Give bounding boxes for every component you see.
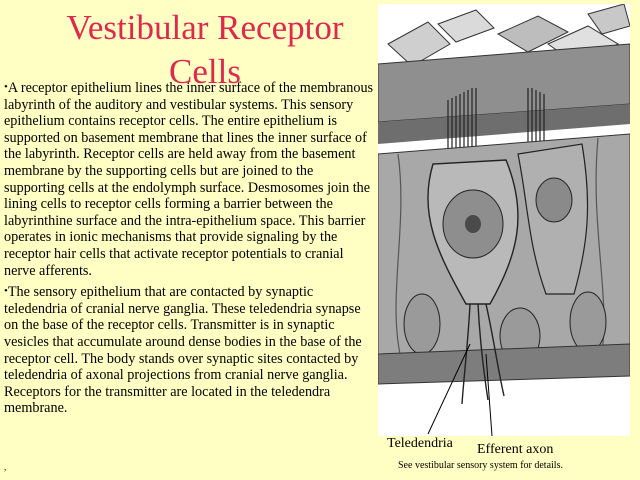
slide-title: Vestibular Receptor Cells: [66, 8, 344, 91]
trailing-mark: ,: [4, 462, 7, 472]
bullet-list: [4, 79, 376, 421]
label-teledendria: Teledendria: [387, 436, 453, 451]
figure-caption: See vestibular sensory system for details.: [398, 460, 563, 471]
bullet-text: The sensory epithelium that are contacted by synaptic teledendria of cranial nerve ganglia. These teledendria synapse on the base of the receptor cells. Transmitter is in synaptic vesicles that accumulate around dense bodies in the base of the receptor cell. The body stands over synaptic sites contacted by teledendria of axonal projections from cranial nerve ganglia. Receptors for the transmitter are located in the teledendra membrane.: [4, 284, 362, 417]
bullet-mark: •: [4, 285, 8, 298]
label-efferent-axon: Efferent axon: [477, 442, 554, 457]
bullet-text: A receptor epithelium lines the inner surface of the membranous labyrinth of the auditory and vestibular systems. This sensory epithelium contains receptor cells. The entire epithelium is supported on basement membrane that lines the inner surface of the labyrinth. Receptor cells are held away from the basement membrane by the supporting cells but are joined to the supporting cells at the endolymph surface. Desmosomes join the lining cells to receptor cells forming a barrier between the labyrinthine surface and the intra-epithelium space. This barrier operates in ionic mechanisms that provide signaling by the receptor hair cells that activate receptor potentials to cranial nerve afferents.: [4, 80, 374, 279]
bullet-mark: •: [4, 81, 8, 93]
epithelium: [378, 134, 630, 364]
bullet-item-receptor-epithelium: [4, 79, 376, 279]
receptor-cell-illustration: [378, 4, 630, 436]
bullet-item-sensory-epithelium: [4, 283, 376, 417]
